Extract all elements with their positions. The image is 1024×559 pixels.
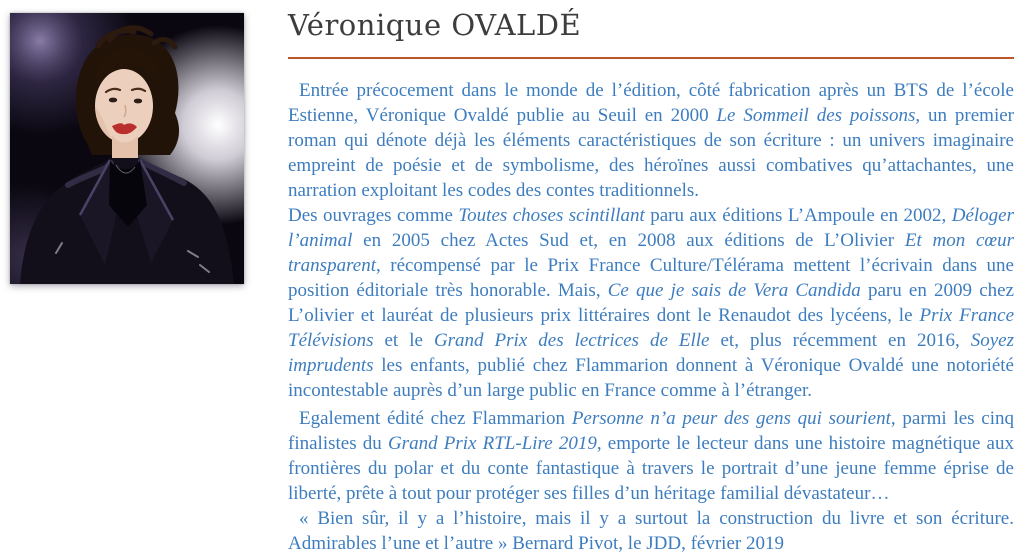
text-segment: les enfants, publié chez Flammarion donnent à Véronique Ovaldé une notoriété incontestable auprès d’un large public en France comme à l’étranger.	[288, 355, 1014, 401]
text-segment: , un premier roman qui dénote déjà les éléments caractéristiques de son écriture : un univers imaginaire empreint de poésie et de symbolisme, des héroïnes aussi combatives qu’attachantes, une narration exploitant les codes des contes traditionnels.	[288, 105, 1014, 201]
text-segment: Des ouvrages comme	[288, 205, 459, 226]
page-title: Véronique OVALDÉ	[288, 8, 582, 42]
author-photo	[10, 13, 244, 284]
biography-text	[288, 78, 1014, 556]
bio-content	[288, 7, 1014, 556]
text-segment: paru en 2009 chez L’olivier et lauréat de plusieurs prix littéraires dont le Renaudot des lycéens, le	[288, 280, 1014, 326]
text-segment: Egalement édité chez Flammarion	[299, 408, 572, 429]
book-title-text: Soyez imprudents	[288, 330, 1014, 376]
text-segment: en 2005 chez Actes Sud et, en 2008 aux éditions de L’Olivier	[352, 230, 905, 251]
text-segment: , parmi les cinq finalistes du	[288, 408, 1014, 454]
text-segment: « Bien sûr, il y a l’histoire, mais il y a surtout la construction du livre et son écriture. Admirables l’une et l’autre » Bernard Pivot, le JDD, février 2019	[288, 508, 1014, 554]
book-title-text: Déloger l’animal	[288, 205, 1014, 251]
text-segment: , récompensé par le Prix France Culture/Télérama mettent l’écrivain dans une position éditoriale très honorable. Mais,	[288, 255, 1014, 301]
book-title-text: Personne n’a peur des gens qui sourient	[571, 408, 891, 429]
book-title-text: Et mon cœur transparent	[288, 230, 1014, 276]
text-segment: et, plus récemment en 2016,	[709, 330, 971, 351]
bio-paragraph	[288, 78, 1014, 203]
book-title-text: Ce que je sais de Vera Candida	[607, 280, 861, 301]
text-segment: , emporte le lecteur dans une histoire magnétique aux frontières du polar et du conte fantastique à travers le portrait d’une jeune femme éprise de liberté, prête à tout pour protéger ses filles d’un héritage familial dévastateur…	[288, 433, 1014, 504]
text-segment: et le	[373, 330, 434, 351]
portrait-image	[10, 13, 244, 284]
book-title-text: Prix France Télévisions	[288, 305, 1015, 351]
book-title-text: Le Sommeil des poissons	[716, 105, 916, 126]
book-title-text: Grand Prix RTL-Lire 2019	[387, 433, 597, 454]
book-title-text: Grand Prix des lectrices de Elle	[433, 330, 710, 351]
text-segment: Entrée précocement dans le monde de l’édition, côté fabrication après un BTS de l’école Estienne, Véronique Ovaldé publie au Seuil en 2000	[288, 80, 1014, 126]
title-divider	[288, 57, 1014, 59]
book-title-text: Toutes choses scintillant	[458, 205, 645, 226]
text-segment: paru aux éditions L’Ampoule en 2002,	[644, 205, 952, 226]
bio-paragraph	[288, 506, 1014, 556]
bio-paragraph	[288, 203, 1014, 403]
bio-paragraph	[288, 406, 1014, 506]
